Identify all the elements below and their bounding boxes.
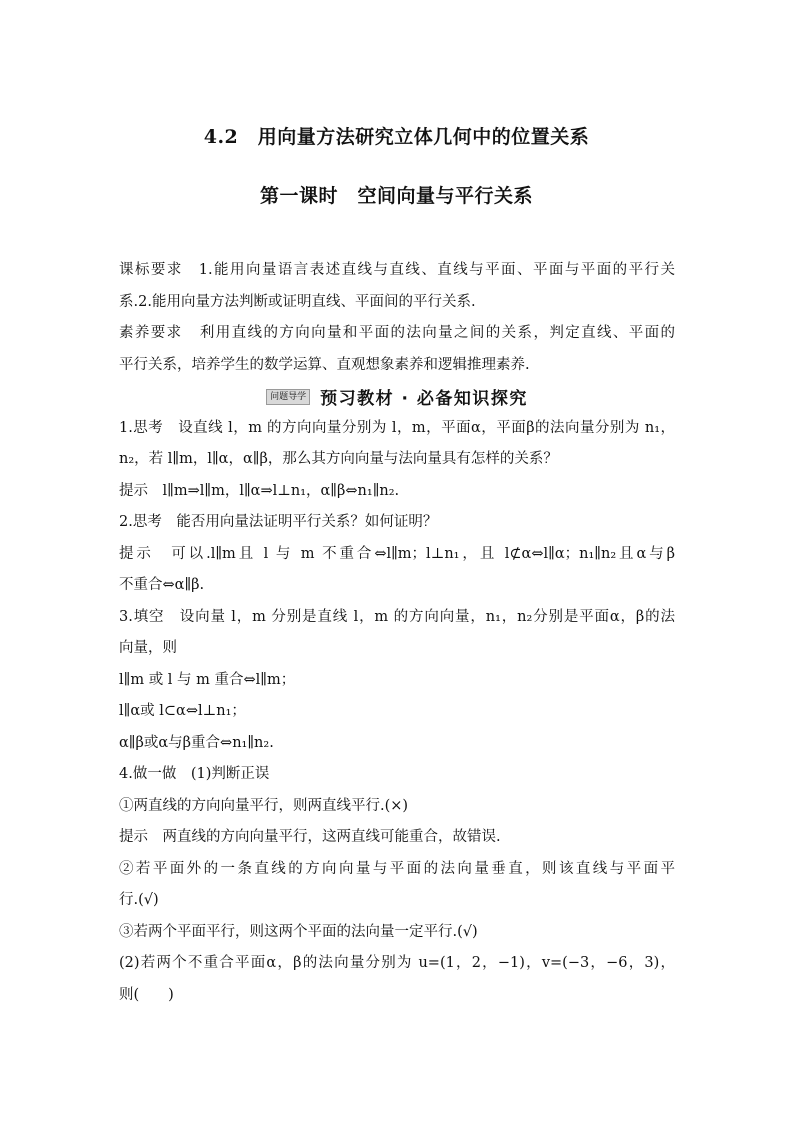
content-line: 行.(√) bbox=[119, 892, 159, 908]
content-line: ③若两个平面平行，则这两个平面的法向量一定平行.(√) bbox=[119, 923, 478, 940]
content-line: l∥m 或 l 与 m 重合⇔l∥m； bbox=[119, 671, 296, 688]
content-line: 提示 两直线的方向向量平行，这两直线可能重合，故错误. bbox=[119, 829, 501, 845]
section-title: 4.2 用向量方法研究立体几何中的位置关系 bbox=[203, 126, 590, 148]
content-line: 4.做一做 (1)判断正误 bbox=[119, 766, 270, 782]
banner-tag: 问题导学 bbox=[266, 389, 310, 405]
curriculum-requirement-label: 课标要求 bbox=[119, 262, 183, 278]
content-line: 2.思考 能否用向量法证明平行关系？如何证明？ bbox=[119, 514, 438, 530]
banner-heading: 预习教材 · 必备知识探究 bbox=[320, 389, 528, 410]
content-line: 提示 可以.l∥m且 l 与 m 不重合⇔l∥m；l⊥n₁，且 l⊄α⇔l∥α；n₁∥n₂且α与β bbox=[119, 545, 675, 562]
section-banner bbox=[119, 381, 675, 413]
literacy-requirement-label: 素养要求 bbox=[119, 325, 183, 341]
document-body bbox=[119, 255, 675, 1011]
content-line: 则( ) bbox=[119, 986, 174, 1003]
curriculum-requirement-line-1: 课标要求 1.能用向量语言表述直线与直线、直线与平面、平面与平面的平行关 bbox=[119, 262, 675, 278]
content-line: 提示 l∥m⇒l∥m，l∥α⇒l⊥n₁，α∥β⇔n₁∥n₂. bbox=[119, 482, 400, 499]
content-line: l∥α或 l⊂α⇔l⊥n₁； bbox=[119, 703, 246, 719]
content-line: ①两直线的方向向量平行，则两直线平行.(×) bbox=[119, 797, 409, 814]
content-line: ②若平面外的一条直线的方向向量与平面的法向量垂直，则该直线与平面平 bbox=[119, 860, 675, 877]
content-line: 3.填空 设向量 l，m 分别是直线 l，m 的方向向量，n₁，n₂分别是平面α，β的法 bbox=[119, 608, 675, 625]
content-line: (2)若两个不重合平面α，β的法向量分别为 u=(1，2，−1)，v=(−3，−6，3)， bbox=[119, 955, 675, 971]
content-line: 1.思考 设直线 l，m 的方向向量分别为 l，m，平面α，平面β的法向量分别为 n₁， bbox=[119, 419, 675, 436]
curriculum-requirement-line-2: 系.2.能用向量方法判断或证明直线、平面间的平行关系. bbox=[119, 293, 476, 310]
lesson-title: 第一课时 空间向量与平行关系 bbox=[259, 185, 533, 207]
content-line: 向量，则 bbox=[119, 640, 177, 656]
literacy-requirement-line-2: 平行关系，培养学生的数学运算、直观想象素养和逻辑推理素养. bbox=[119, 356, 530, 373]
content-line: n₂，若 l∥m，l∥α，α∥β，那么其方向向量与法向量具有怎样的关系？ bbox=[119, 451, 558, 467]
literacy-requirement-line-1: 素养要求 利用直线的方向向量和平面的法向量之间的关系，判定直线、平面的 bbox=[119, 325, 675, 341]
content-line: α∥β或α与β重合⇔n₁∥n₂. bbox=[119, 734, 274, 751]
content-line: 不重合⇔α∥β. bbox=[119, 577, 205, 593]
